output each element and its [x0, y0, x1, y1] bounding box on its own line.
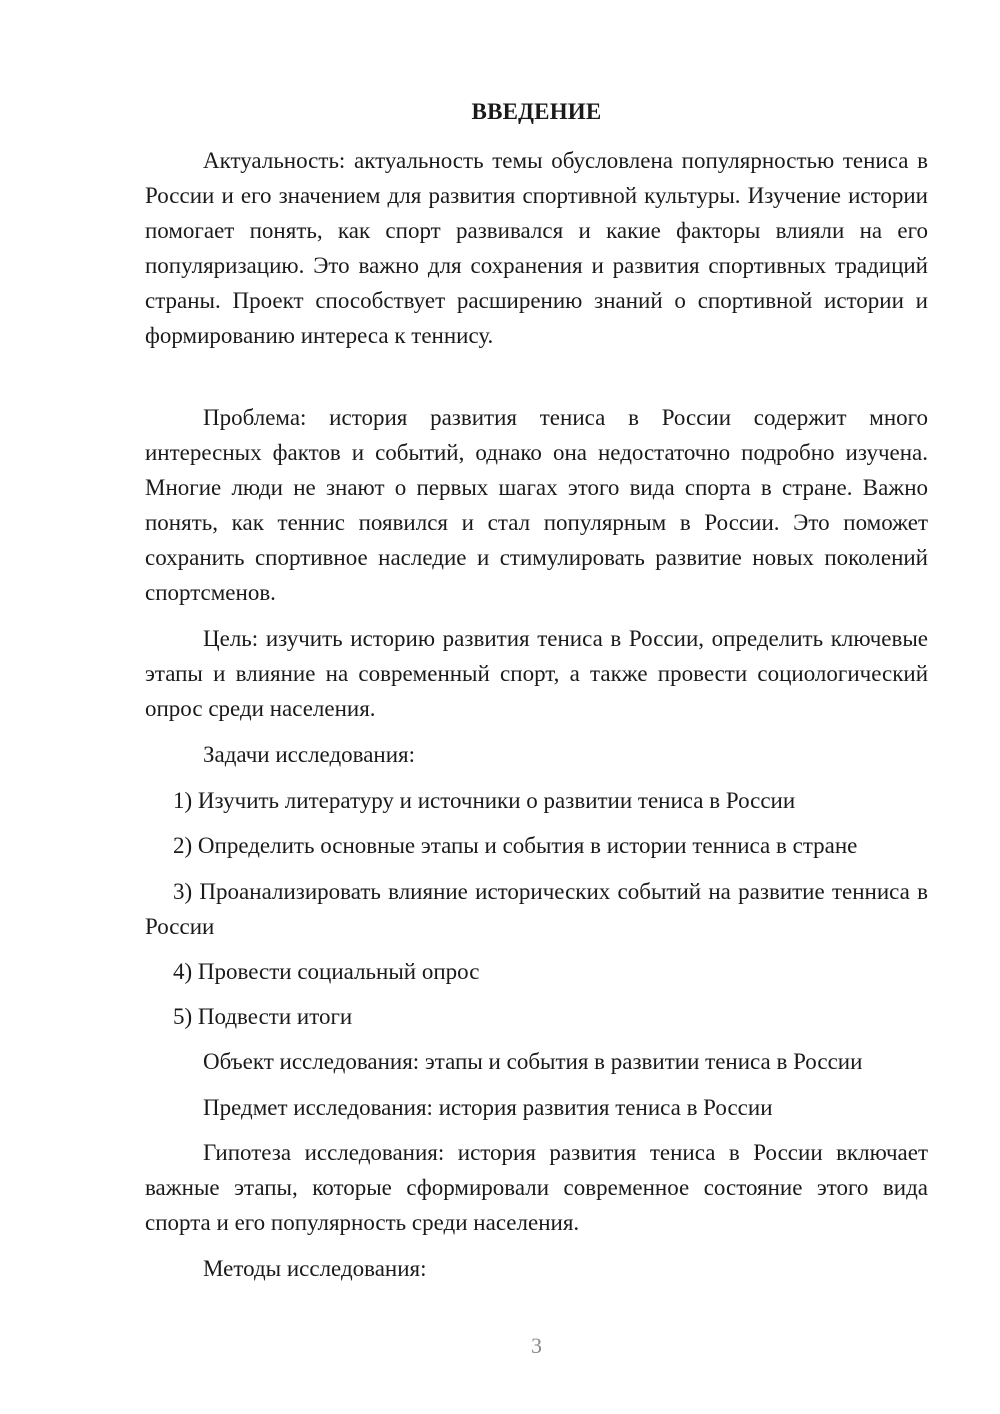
page-number: 3 — [531, 1333, 542, 1358]
paragraph-object: Объект исследования: этапы и события в развитии тениса в России — [203, 1049, 863, 1074]
paragraph-relevance: Актуальность: актуальность темы обусловлена популярностью тениса в России и его значением для развития спортивной культуры. Изучение истории помогает понять, как спорт развивался и какие факторы влияли на его популяризацию. Это важно для сохранения и развития спортивных традиций страны. Проект способствует расширению знаний о спортивной истории и формированию интереса к теннису. — [145, 148, 928, 348]
paragraph-methods: Методы исследования: — [203, 1256, 427, 1281]
list-item: 1) Изучить литературу и источники о развитии тениса в России — [173, 788, 796, 813]
document-page — [145, 0, 928, 1414]
list-item: 2) Определить основные этапы и события в истории тенниса в стране — [173, 833, 858, 858]
paragraph-problem: Проблема: история развития тениса в России содержит много интересных фактов и событий, однако она недостаточно подробно изучена. Многие люди не знают о первых шагах этого вида спорта в стране. Важно понять, как теннис появился и стал популярным в России. Это поможет сохранить спортивное наследие и стимулировать развитие новых поколений спортсменов. — [145, 405, 928, 605]
paragraph-hypothesis: Гипотеза исследования: история развития тениса в России включает важные этапы, которые сформировали современное состояние этого вида спорта и его популярность среди населения. — [145, 1140, 928, 1235]
page-title: ВВЕДЕНИЕ — [471, 99, 602, 124]
paragraph-tasks-heading: Задачи исследования: — [203, 742, 416, 767]
paragraph-goal: Цель: изучить историю развития тениса в России, определить ключевые этапы и влияние на современный спорт, а также провести социологический опрос среди населения. — [145, 626, 928, 721]
paragraph-subject: Предмет исследования: история развития тениса в России — [203, 1095, 773, 1120]
list-item: 3) Проанализировать влияние исторических событий на развитие тенниса в России — [145, 879, 928, 939]
list-item: 5) Подвести итоги — [173, 1004, 353, 1029]
list-item: 4) Провести социальный опрос — [173, 959, 480, 984]
